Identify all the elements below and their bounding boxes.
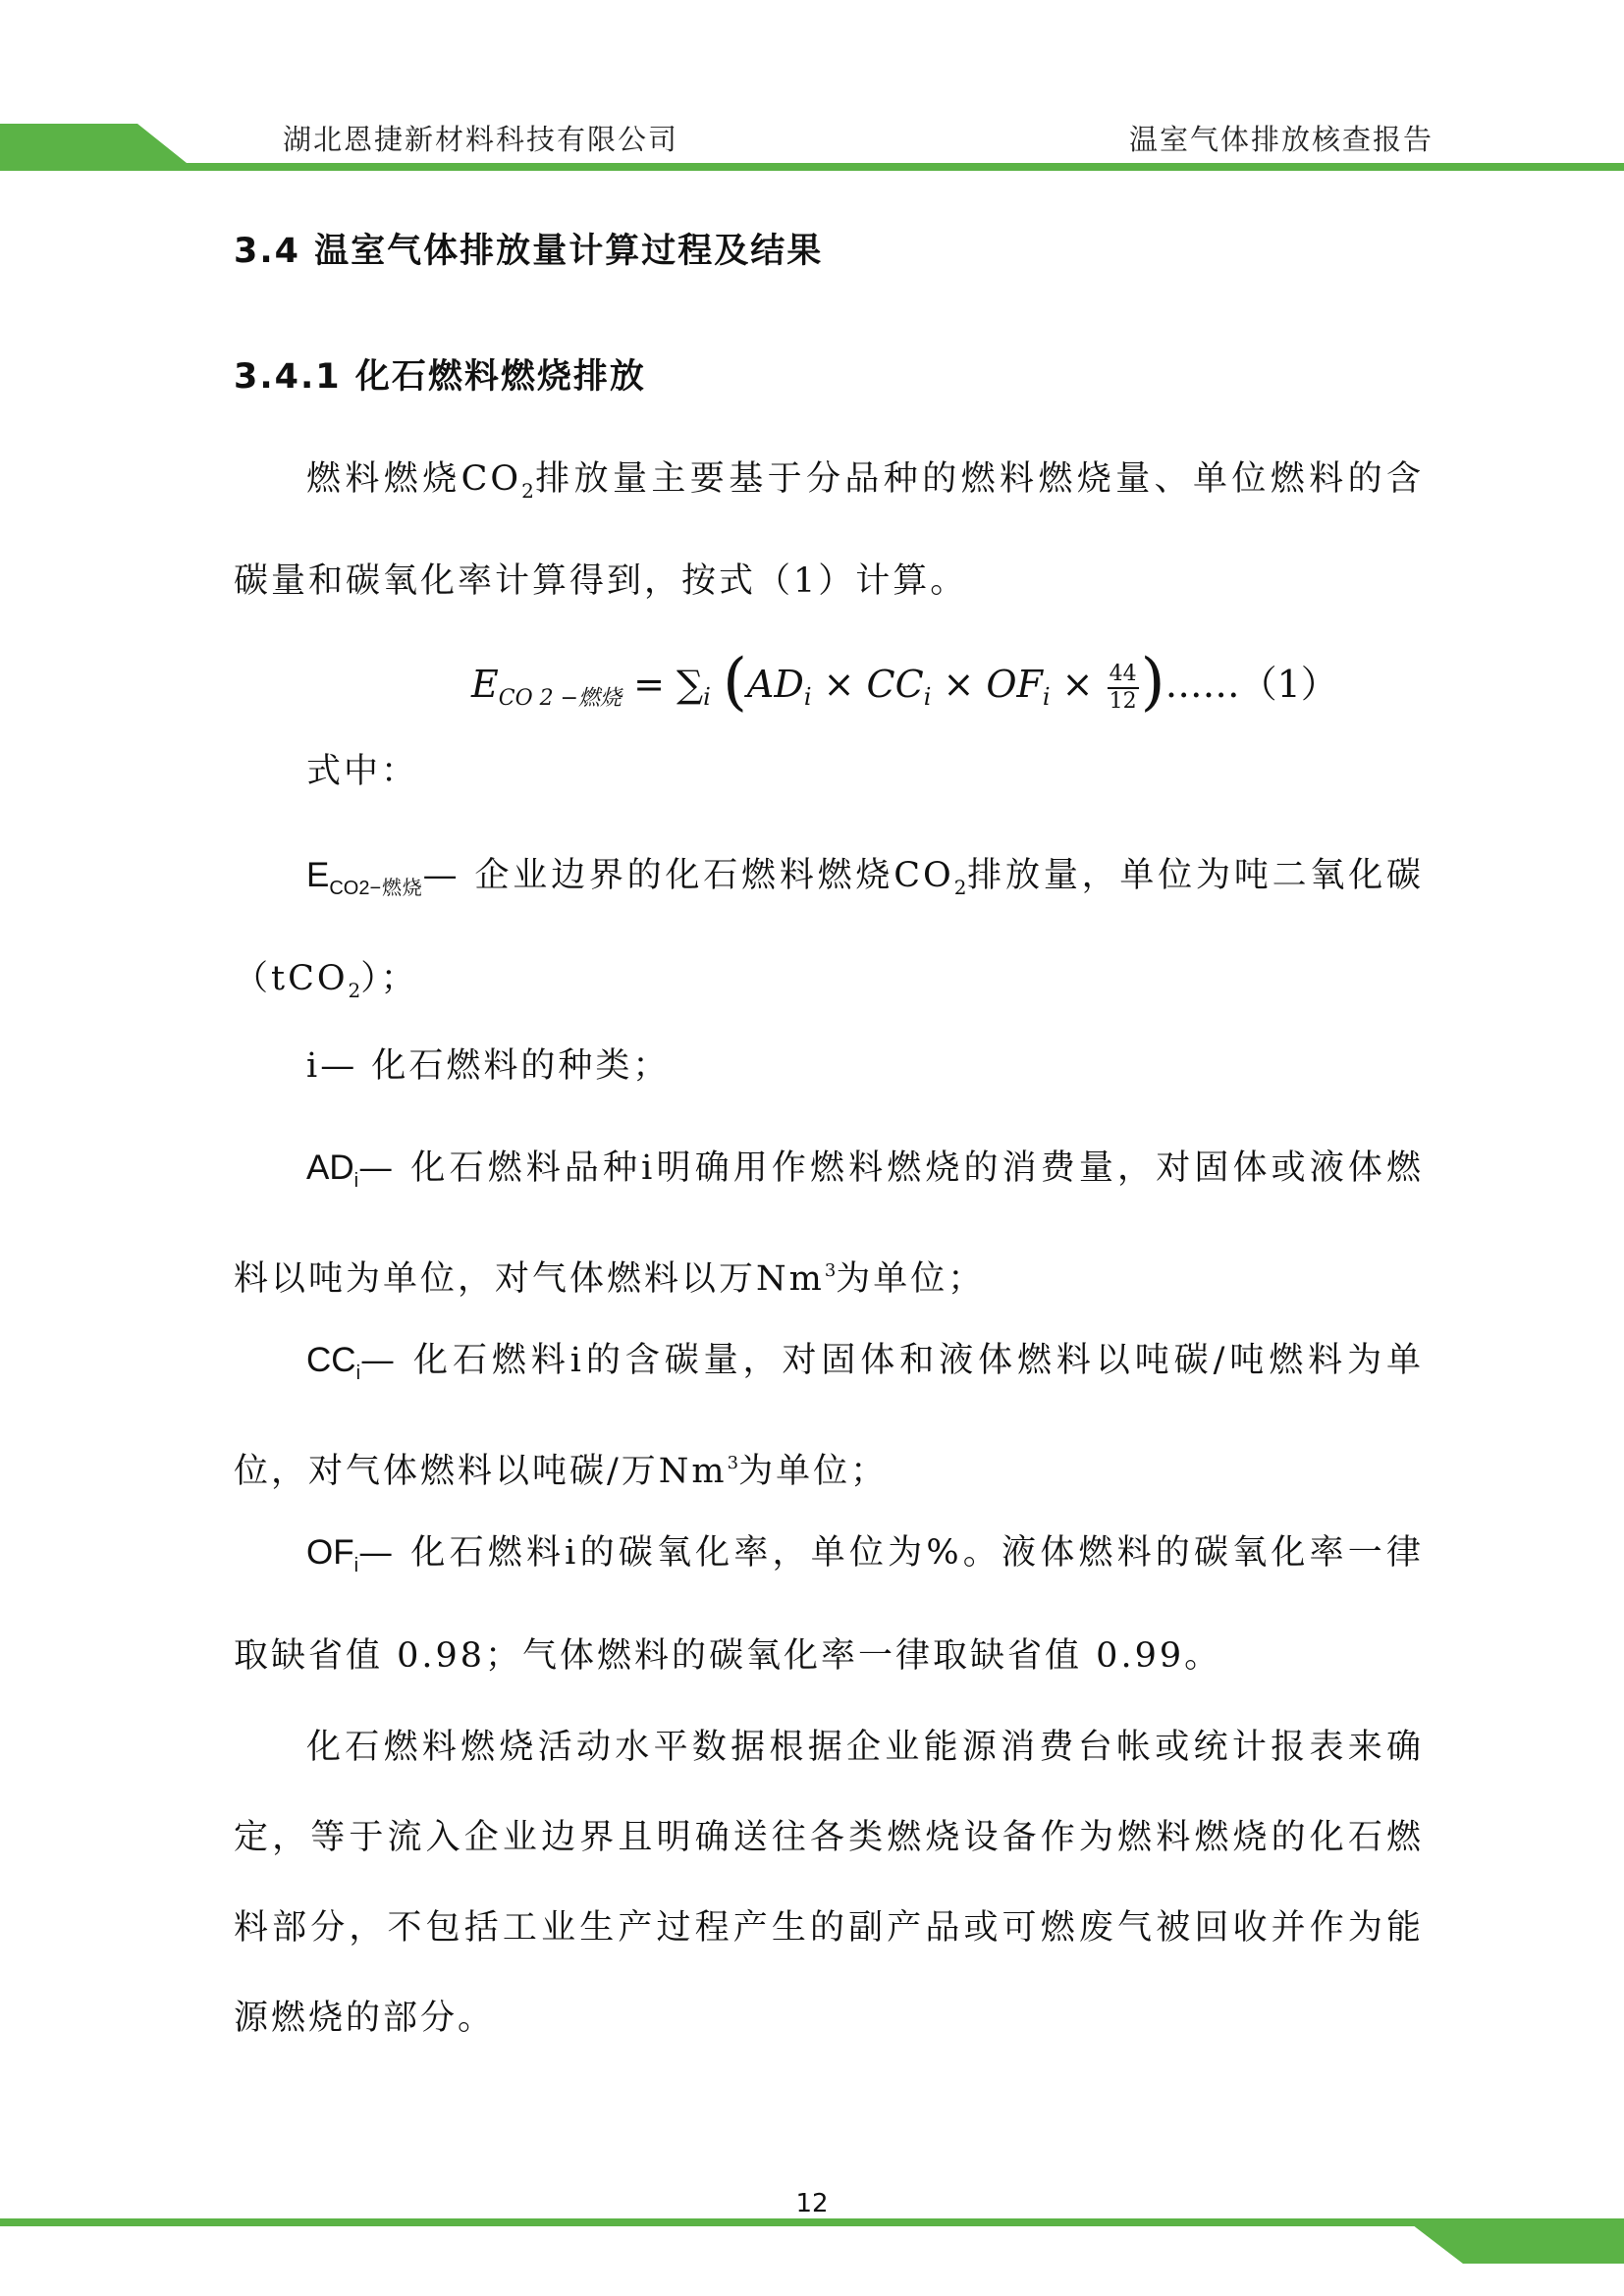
subsection-heading: 3.4.1 化石燃料燃烧排放 — [234, 357, 646, 397]
definition-e: $E_{CO2-燃烧}—$ 企业边界的化石燃料燃烧$CO_2$排放量，单位为吨二氧化碳（tCO$_2$）； — [234, 856, 1424, 1002]
emission-formula: $E_{CO 2 -燃烧} = \sum_i$ ($AD_i \times CC_i \times OF_i$ × $\frac{44}{12}$ )……（1） — [471, 646, 1338, 719]
page-number: 12 — [795, 2189, 829, 2218]
definition-i: i— 化石燃料的种类； — [306, 1046, 671, 1086]
definition-cc: $CC_i—$ 化石燃料i的含碳量，对固体和液体燃料以吨碳/吨燃料为单位，对气体燃料以吨碳/万Nm$^3$为单位； — [234, 1341, 1424, 1491]
closing-paragraph: 化石燃料燃烧活动水平数据根据企业能源消费台帐或统计报表来确定，等于流入企业边界且明确送往各类燃烧设备作为燃料燃烧的化石燃料部分，不包括工业生产过程产生的副产品或可燃废气被回收并作为能源燃烧的部分。 — [234, 1728, 1424, 2038]
fraction-44-12: $\frac{44}{12}$ — [1109, 661, 1137, 714]
definition-ad: $AD_i—$ 化石燃料品种i明确用作燃料燃烧的消费量，对固体或液体燃料以吨为单位，对气体燃料以万Nm$^3$为单位； — [234, 1148, 1424, 1299]
footer-band — [0, 2218, 1624, 2264]
section-heading: 3.4 温室气体排放量计算过程及结果 — [234, 232, 824, 271]
intro-paragraph: 燃料燃烧$CO_2$排放量主要基于分品种的燃料燃烧量、单位燃料的含碳量和碳氧化率计算得到，按式（1）计算。 — [234, 459, 1424, 601]
definition-of: $OF_i—$ 化石燃料i的碳氧化率，单位为%。液体燃料的碳氧化率一律取缺省值 0.98；气体燃料的碳氧化率一律取缺省值 0.99。 — [234, 1533, 1424, 1676]
where-label: 式中： — [306, 752, 419, 791]
header-company-name: 湖北恩捷新材料科技有限公司 — [283, 123, 679, 156]
header-report-title: 温室气体排放核查报告 — [1128, 123, 1434, 156]
